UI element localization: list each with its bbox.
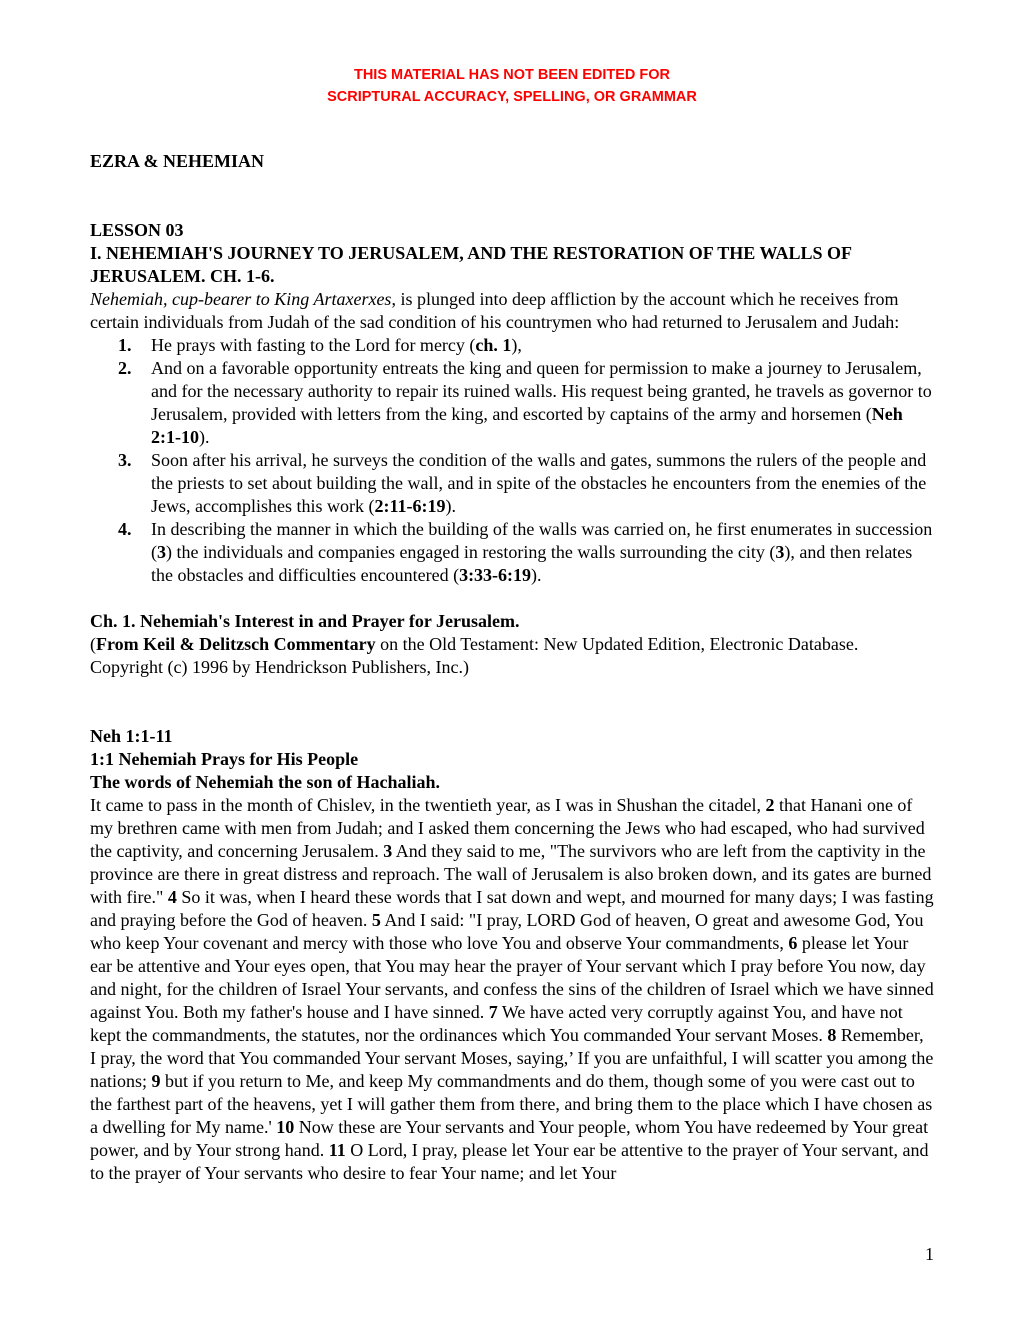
- list-item-ref: Neh 2:1-10: [151, 404, 903, 447]
- verse-text: Now these are Your servants and Your people, whom You have redeemed by Your great power, and by Your strong hand.: [90, 1117, 929, 1160]
- book-title: EZRA & NEHEMIAN: [90, 151, 265, 171]
- citation-open: (: [90, 634, 96, 654]
- edit-notice-line-1: THIS MATERIAL HAS NOT BEEN EDITED FOR: [353, 67, 671, 83]
- summary-list: [90, 334, 934, 587]
- list-item: [90, 357, 934, 449]
- verse-number: 4: [167, 887, 177, 907]
- verse-number: 7: [488, 1002, 498, 1022]
- list-item-text: Soon after his arrival, he surveys the condition of the walls and gates, summons the rulers of the people and the priests to set about building the wall, and in spite of the obstacles he encounters from the enemies of the Jews, accomplishes this work (: [151, 450, 927, 516]
- list-item-text: ), and then relates the obstacles and difficulties encountered (: [151, 542, 913, 585]
- list-item-text: ) the individuals and companies engaged in restoring the walls surrounding the city (: [166, 542, 776, 562]
- verse-number: 2: [765, 795, 775, 815]
- passage-reference: Neh 1:1-11: [90, 726, 173, 746]
- list-item-ref: 3: [157, 542, 166, 562]
- list-item: [90, 334, 934, 357]
- list-item-number: 2.: [118, 358, 132, 378]
- list-item-number: 3.: [118, 450, 132, 470]
- list-item: [90, 449, 934, 518]
- list-item-text: ).: [199, 427, 210, 447]
- section-title: I. NEHEMIAH'S JOURNEY TO JERUSALEM, AND THE RESTORATION OF THE WALLS OF JERUSALEM. CH. 1-6.: [90, 243, 852, 286]
- list-item: [90, 518, 934, 587]
- list-item-ref: ch. 1: [475, 335, 512, 355]
- list-item-text: ),: [511, 335, 522, 355]
- passage-subheading: The words of Nehemiah the son of Hachaliah.: [90, 772, 441, 792]
- intro-text: , is plunged into deep affliction by the account which he receives from certain individuals from Judah of the sad condition of his countrymen who had returned to Jerusalem and Judah:: [90, 289, 900, 332]
- list-item-number: 4.: [118, 519, 132, 539]
- verse-text: And I said: "I pray, LORD God of heaven, O great and awesome God, You who keep Your covenant and mercy with those who love You and observe Your commandments,: [90, 910, 924, 953]
- verse-text: We have acted very corruptly against You, and have not kept the commandments, the statutes, nor the ordinances which You commanded Your servant Moses.: [90, 1002, 903, 1045]
- verse-text: And they said to me, "The survivors who are left from the captivity in the province are there in great distress and reproach. The wall of Jerusalem is also broken down, and its gates are burned with fire.": [90, 841, 932, 907]
- edit-notice: [90, 64, 934, 108]
- citation-text: on the Old Testament: New Updated Edition, Electronic Database. Copyright (c) 1996 by Hendrickson Publishers, Inc.): [90, 634, 859, 677]
- verse-text: Remember, I pray, the word that You commanded Your servant Moses, saying,’ If you are unfaithful, I will scatter you among the nations;: [90, 1025, 934, 1091]
- list-item-text: In describing the manner in which the building of the walls was carried on, he first enumerates in succession (: [151, 519, 933, 562]
- intro-paragraph: [90, 288, 934, 334]
- verse-text: but if you return to Me, and keep My commandments and do them, though some of you were cast out to the farthest part of the heavens, yet I will gather them from there, and bring them to the place which I have chosen as a dwelling for My name.': [90, 1071, 933, 1137]
- page-number: 1: [925, 1244, 934, 1264]
- scripture-text: [90, 794, 934, 1185]
- verse-text: O Lord, I pray, please let Your ear be attentive to the prayer of Your servant, and to the prayer of Your servants who desire to fear Your name; and let Your: [90, 1140, 929, 1183]
- list-item-ref: 3: [775, 542, 785, 562]
- verse-number: 8: [827, 1025, 837, 1045]
- intro-italic: Nehemiah, cup-bearer to King Artaxerxes: [90, 289, 392, 309]
- passage-heading: 1:1 Nehemiah Prays for His People: [90, 749, 359, 769]
- verse-text: that Hanani one of my brethren came with men from Judah; and I asked them concerning the Jews who had escaped, who had survived the captivity, and concerning Jerusalem.: [90, 795, 925, 861]
- verse-text: So it was, when I heard these words that I sat down and wept, and mourned for many days; I was fasting and praying before the God of heaven.: [90, 887, 934, 930]
- verse-number: 9: [151, 1071, 161, 1091]
- verse-number: 5: [371, 910, 381, 930]
- list-item-text: ).: [445, 496, 456, 516]
- verse-number: 11: [328, 1140, 346, 1160]
- verse-text: It came to pass in the month of Chislev, in the twentieth year, as I was in Shushan the citadel,: [90, 795, 766, 815]
- edit-notice-line-2: SCRIPTURAL ACCURACY, SPELLING, OR GRAMMAR: [327, 89, 697, 105]
- list-item-text: ).: [531, 565, 542, 585]
- list-item-text: And on a favorable opportunity entreats the king and queen for permission to make a journey to Jerusalem, and for the necessary authority to repair its ruined walls. His request being granted, he travels as governor to Jerusalem, provided with letters from the king, and escorted by captains of the army and horsemen (: [151, 358, 932, 424]
- verse-text: please let Your ear be attentive and Your eyes open, that You may hear the prayer of Your servant which I pray before You now, day and night, for the children of Israel Your servants, and confess the sins of the children of Israel which we have sinned against You. Both my father's house and I have sinned.: [90, 933, 934, 1022]
- verse-number: 6: [788, 933, 798, 953]
- document-body: [90, 150, 934, 1185]
- source-citation: [90, 633, 934, 679]
- citation-source: From Keil & Delitzsch Commentary: [96, 634, 376, 654]
- chapter-title: Ch. 1. Nehemiah's Interest in and Prayer for Jerusalem.: [90, 611, 520, 631]
- list-item-number: 1.: [118, 335, 132, 355]
- list-item-ref: 3:33-6:19: [459, 565, 532, 585]
- list-item-text: He prays with fasting to the Lord for mercy (: [151, 335, 476, 355]
- verse-number: 3: [383, 841, 393, 861]
- lesson-label: LESSON 03: [90, 220, 184, 240]
- list-item-ref: 2:11-6:19: [374, 496, 446, 516]
- verse-number: 10: [276, 1117, 295, 1137]
